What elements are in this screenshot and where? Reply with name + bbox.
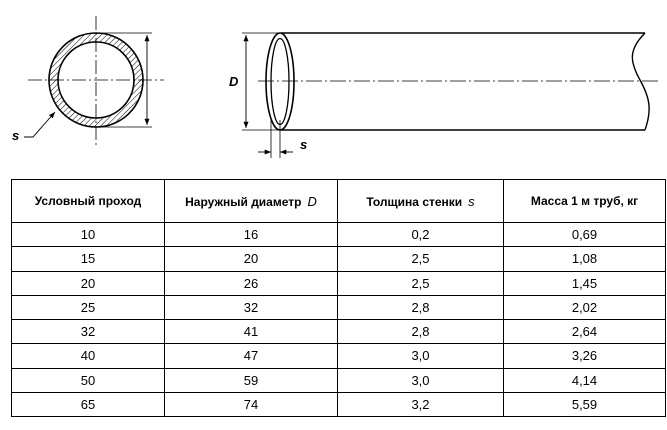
cell-nominal-bore: 40 xyxy=(12,344,165,368)
label-s-cross: s xyxy=(12,128,20,143)
cross-section-view xyxy=(12,16,164,146)
cell-mass-per-meter: 5,59 xyxy=(504,392,666,416)
pipe-drawing xyxy=(0,0,667,175)
pipe-specification-table xyxy=(11,179,666,417)
label-D: D xyxy=(229,74,239,89)
cell-nominal-bore: 15 xyxy=(12,247,165,271)
cell-mass-per-meter: 3,26 xyxy=(504,344,666,368)
cell-mass-per-meter: 0,69 xyxy=(504,223,666,247)
header-nominal-bore: Условный проход xyxy=(12,180,165,223)
cell-outer-diameter: 41 xyxy=(165,320,338,344)
cell-mass-per-meter: 4,14 xyxy=(504,368,666,392)
cell-outer-diameter: 47 xyxy=(165,344,338,368)
header-outer-diameter: Наружный диаметр D xyxy=(165,180,338,223)
cell-outer-diameter: 20 xyxy=(165,247,338,271)
cell-outer-diameter: 32 xyxy=(165,295,338,319)
table-row xyxy=(12,344,666,368)
cell-outer-diameter: 26 xyxy=(165,271,338,295)
cell-mass-per-meter: 1,08 xyxy=(504,247,666,271)
cell-outer-diameter: 74 xyxy=(165,392,338,416)
cell-wall-thickness: 3,2 xyxy=(338,392,504,416)
cell-nominal-bore: 25 xyxy=(12,295,165,319)
label-s-side: s xyxy=(300,137,308,152)
table-row xyxy=(12,223,666,247)
cell-mass-per-meter: 2,64 xyxy=(504,320,666,344)
cell-outer-diameter: 16 xyxy=(165,223,338,247)
cell-nominal-bore: 10 xyxy=(12,223,165,247)
cell-wall-thickness: 3,0 xyxy=(338,344,504,368)
cell-wall-thickness: 2,5 xyxy=(338,271,504,295)
pipe-break-line xyxy=(632,33,649,130)
cell-mass-per-meter: 2,02 xyxy=(504,295,666,319)
table-row xyxy=(12,295,666,319)
cell-wall-thickness: 2,8 xyxy=(338,295,504,319)
cell-wall-thickness: 0,2 xyxy=(338,223,504,247)
cell-outer-diameter: 59 xyxy=(165,368,338,392)
table-row xyxy=(12,247,666,271)
table-row xyxy=(12,392,666,416)
pipe-end-outer xyxy=(266,33,294,130)
cell-wall-thickness: 2,5 xyxy=(338,247,504,271)
table-header-row xyxy=(12,180,666,223)
header-wall-thickness: Толщина стенки s xyxy=(338,180,504,223)
cell-wall-thickness: 3,0 xyxy=(338,368,504,392)
cell-wall-thickness: 2,8 xyxy=(338,320,504,344)
cell-nominal-bore: 65 xyxy=(12,392,165,416)
cell-nominal-bore: 20 xyxy=(12,271,165,295)
cell-nominal-bore: 50 xyxy=(12,368,165,392)
header-mass-per-meter: Масса 1 м труб, кг xyxy=(504,180,666,223)
leader-line-s xyxy=(24,112,55,137)
table-row xyxy=(12,271,666,295)
table-row xyxy=(12,320,666,344)
cell-nominal-bore: 32 xyxy=(12,320,165,344)
cell-mass-per-meter: 1,45 xyxy=(504,271,666,295)
table-row xyxy=(12,368,666,392)
side-view xyxy=(229,33,660,158)
